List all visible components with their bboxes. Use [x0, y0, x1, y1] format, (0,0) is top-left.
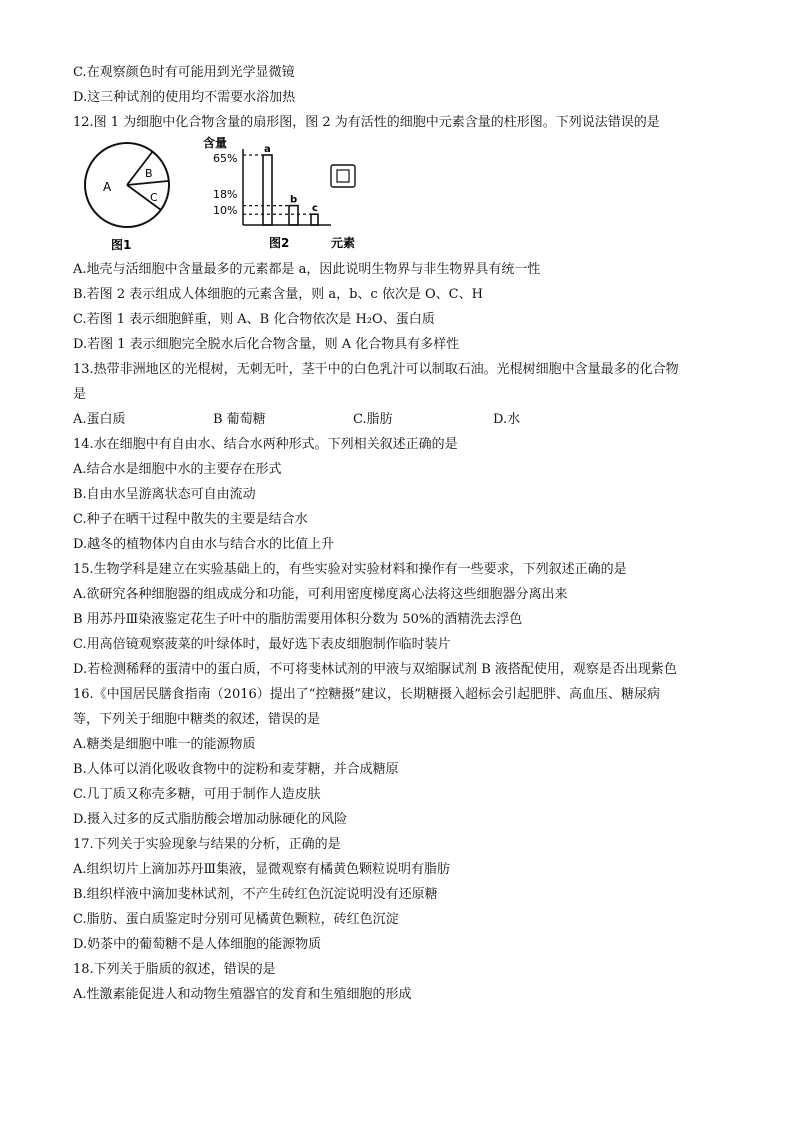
pie-chart-figure-1 — [79, 137, 179, 255]
bars-group — [243, 144, 318, 225]
question-13-stem: 13.热带非洲地区的光棍树，无刺无叶，茎干中的白色乳汁可以制取石油。光棍树细胞中含量最多的化合物 — [73, 362, 679, 377]
text-line: C.脂肪、蛋白质鉴定时分别可见橘黄色颗粒，砖红色沉淀 — [73, 912, 399, 927]
text-line: 14.水在细胞中有自由水、结合水两种形式。下列相关叙述正确的是 — [73, 437, 458, 452]
text-line: C.用高倍镜观察菠菜的叶绿体时，最好选下表皮细胞制作临时装片 — [73, 637, 451, 652]
pie-label-c: C — [150, 191, 158, 204]
bar-label: b — [290, 194, 298, 206]
figure-1-caption: 图1 — [111, 238, 132, 252]
y-tick-label: 65% — [213, 152, 238, 165]
text-line: A.性激素能促进人和动物生殖器官的发育和生殖细胞的形成 — [73, 987, 412, 1002]
photo-frame-icon — [331, 165, 355, 187]
figure-2-caption: 图2 — [269, 236, 290, 250]
option-line: A.地壳与活细胞中含量最多的元素都是 a，因此说明生物界与非生物界具有统一性 — [73, 262, 541, 277]
option-line: B.若图 2 表示组成人体细胞的元素含量，则 a，b、c 依次是 O、C、H — [73, 287, 483, 302]
question-12-figures — [73, 135, 733, 257]
y-axis-label: 含量 — [203, 136, 228, 150]
text-line: A.结合水是细胞中水的主要存在形式 — [73, 462, 282, 477]
text-line: 15.生物学科是建立在实验基础上的，有些实验对实验材料和操作有一些要求，下列叙述正确的是 — [73, 562, 627, 577]
bar-label: a — [264, 144, 271, 155]
y-tick-label: 10% — [213, 204, 238, 217]
text-line: D.摄入过多的反式脂肪酸会增加动脉硬化的风险 — [73, 812, 348, 827]
text-line: B 用苏丹Ⅲ染液鉴定花生子叶中的脂肪需要用体积分数为 50%的酒精洗去浮色 — [73, 612, 523, 627]
document-page — [73, 60, 733, 1007]
option-b: B 葡萄糖 — [213, 412, 266, 427]
photo-frame-icon — [337, 170, 349, 182]
text-line: B.自由水呈游离状态可自由流动 — [73, 487, 256, 502]
option-c: C.脂肪 — [353, 412, 393, 427]
text-line: C.几丁质又称壳多糖，可用于制作人造皮肤 — [73, 787, 321, 802]
question-12-stem: 12.图 1 为细胞中化合物含量的扇形图，图 2 为有活性的细胞中元素含量的柱形图。下列说法错误的是 — [73, 115, 660, 130]
text-line: C.在观察颜色时有可能用到光学显微镜 — [73, 65, 295, 80]
text-line: D.若检测稀释的蛋清中的蛋白质，不可将斐林试剂的甲液与双缩脲试剂 B 液搭配使用，观察是否出现紫色 — [73, 662, 677, 677]
text-line: D.越冬的植物体内自由水与结合水的比值上升 — [73, 537, 335, 552]
text-line: 16.《中国居民膳食指南（2016）提出了“控糖摄”建议，长期糖摄入超标会引起肥胖、高血压、糖尿病 — [73, 687, 661, 702]
text-line: B.人体可以消化吸收食物中的淀粉和麦芽糖，并合成糖原 — [73, 762, 399, 777]
option-line: D.若图 1 表示细胞完全脱水后化合物含量，则 A 化合物具有多样性 — [73, 337, 460, 352]
text-line: D.这三种试剂的使用均不需要水浴加热 — [73, 90, 296, 105]
text-line: 等，下列关于细胞中糖类的叙述，错误的是 — [73, 712, 321, 727]
pie-label-b: B — [145, 167, 153, 180]
bar-chart-figure-2 — [201, 135, 371, 257]
text-line: A.糖类是细胞中唯一的能源物质 — [73, 737, 256, 752]
text-line: 17.下列关于实验现象与结果的分析，正确的是 — [73, 837, 341, 852]
text-line: A.欲研究各种细胞器的组成成分和功能，可利用密度梯度离心法将这些细胞器分离出来 — [73, 587, 568, 602]
pie-label-a: A — [103, 180, 112, 194]
text-line: 18.下列关于脂质的叙述，错误的是 — [73, 962, 276, 977]
x-axis-label: 元素 — [331, 236, 356, 250]
text-line: B.组织样液中滴加斐林试剂，不产生砖红色沉淀说明没有还原糖 — [73, 887, 438, 902]
remaining-questions — [73, 432, 733, 1007]
text-line: D.奶茶中的葡萄糖不是人体细胞的能源物质 — [73, 937, 322, 952]
text-line: C.种子在晒干过程中散失的主要是结合水 — [73, 512, 308, 527]
text-line: A.组织切片上滴加苏丹Ⅲ集液，显微观察有橘黄色颗粒说明有脂肪 — [73, 862, 451, 877]
question-13-options — [73, 407, 733, 432]
option-line: C.若图 1 表示细胞鲜重，则 A、B 化合物依次是 H₂O、蛋白质 — [73, 312, 435, 327]
option-d: D.水 — [493, 412, 521, 427]
bar-b — [289, 206, 298, 225]
option-a: A.蛋白质 — [73, 412, 126, 427]
bar-c — [311, 214, 318, 225]
bar-label: c — [312, 203, 318, 215]
question-13-stem: 是 — [73, 387, 87, 402]
y-tick-label: 18% — [213, 188, 238, 201]
